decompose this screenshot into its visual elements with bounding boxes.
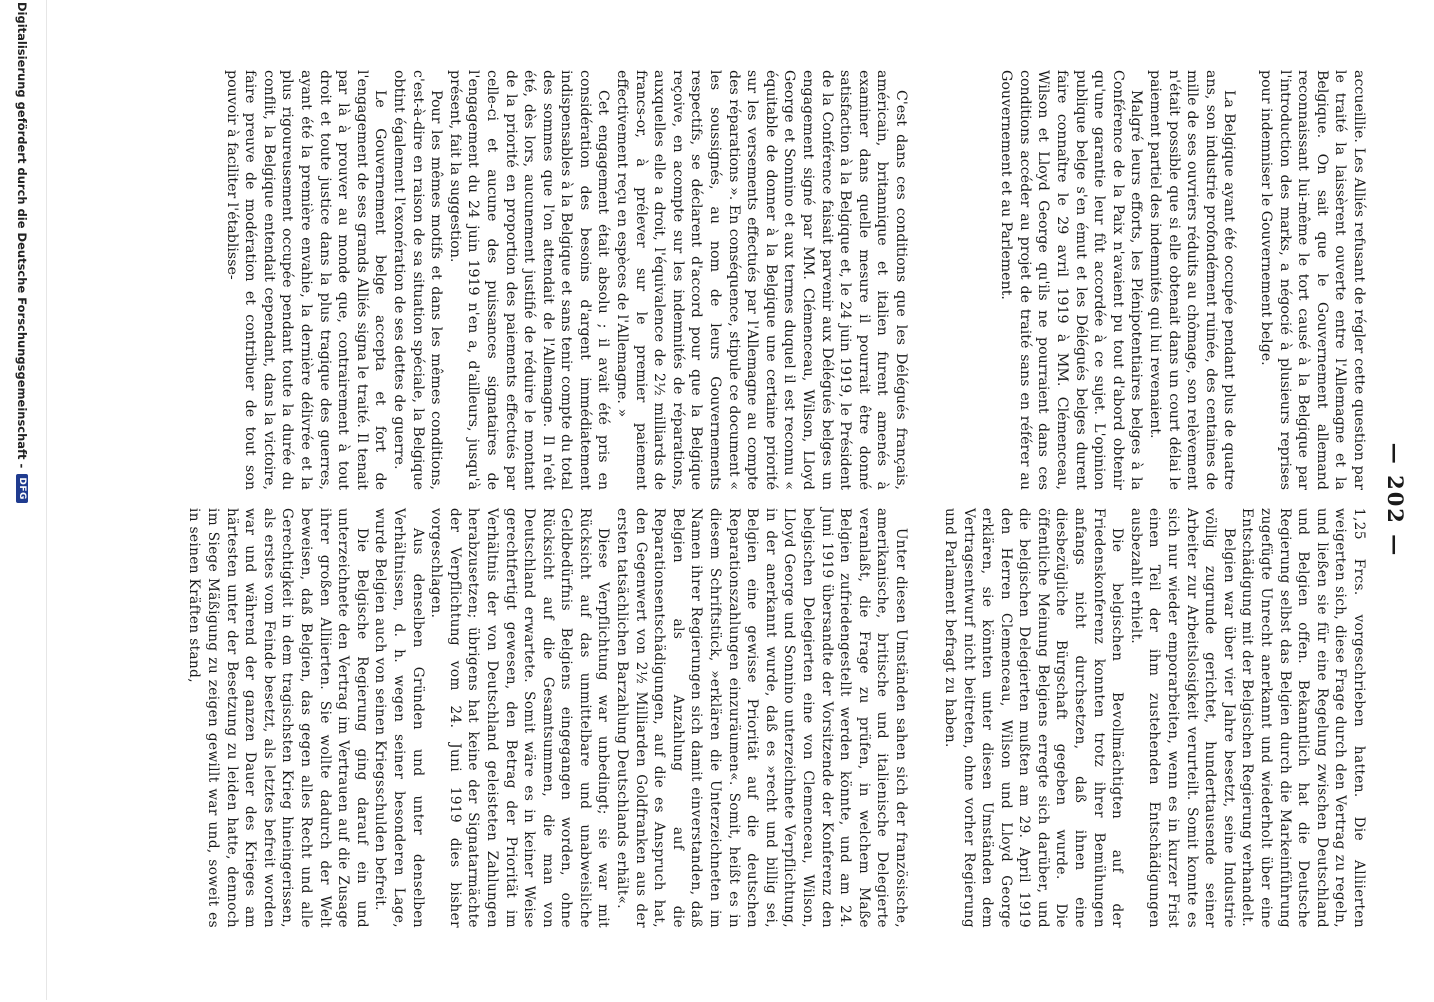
german-column-top xyxy=(928,508,1368,928)
german-paragraph: Belgien war über vier Jahre besetzt, seine Industrie völlig zugrunde gerichtet, hunderttausende seiner Arbeiter zur Arbeitslosigkeit verurteilt. Somit konnte es sich nur wieder emporarbeiten, wenn es in kurzer Frist einen Teil der ihm zustehenden Entschädigungen ausbezahlt erhielt. xyxy=(1127,508,1237,928)
german-paragraph: Unter diesen Umständen sahen sich der französische, amerikanische, britische und italienische Delegierte veranlaßt, die Frage zu prüfen, in welchem Maße Belgien zufriedengestellt werden könnte, und am 24. Juni 1919 übersandte der Vorsitzende der Konferenz den belgischen Delegierten eine von Clemenceau, Wilson, Lloyd George und Sonnino unterzeichnete Verpflichtung, in der anerkannt wurde, daß es »recht und billig sei, Belgien eine gewisse Priorität auf die deutschen Reparationszahlungen einzuräumen«. Somit, heißt es in diesem Schriftstück, »erklären die Unterzeichneten im Namen ihrer Regierungen sich damit einverstanden, daß Belgien als Anzahlung auf die Reparationsentschädigungen, auf die es Anspruch hat, den Gegenwert von 2½ Milliarden Goldfranken aus der ersten tatsächlichen Barzahlung Deutschlands erhält«. xyxy=(614,508,909,928)
french-column-bottom xyxy=(223,70,910,490)
french-column-top xyxy=(928,70,1368,490)
dfg-logo: DFG xyxy=(16,474,28,503)
french-paragraph: Malgré leurs efforts, les Plénipotentiaires belges à la Conférence de la Paix n'avaient pu tout d'abord obtenir qu'une garantie leur fût accordée à ce sujet. L'opinion publique belge s'en émut et les Délégués belges durent faire connaître le 29 avril 1919 à MM. Clémenceau, Wilson et Lloyd George qu'ils ne pourraient dans ces conditions accéder au projet de traité sans en référer au Gouvernement et au Parlement. xyxy=(998,70,1145,490)
german-column-bottom xyxy=(186,508,910,928)
french-paragraph: Pour les mêmes motifs et dans les mêmes conditions, c'est-à-dire en raison de sa situation spéciale, la Belgique obtint également l'exonération de ses dettes de guerre. xyxy=(390,70,445,490)
french-paragraph: Cet engagement était absolu ; il avait été pris en considération des besoins d'argent immédiatement indispensables à la Belgique et sans tenir compte du total des sommes que l'on attendait de l'Allemagne. Il n'eût été, dès lors, aucunement justifié de réduire le montant de la priorité en proportion des paiements effectués par celle-ci et aucune des puissances signataires de l'engagement du 24 juin 1919 n'en a, d'ailleurs, jusqu'à présent, fait la suggestion. xyxy=(446,70,612,490)
german-paragraph: Aus denselben Gründen und unter denselben Verhältnissen, d. h. wegen seiner besonderen Lage, wurde Belgien auch von seinen Kriegsschulden befreit. xyxy=(372,508,426,928)
page-number: — 202 — xyxy=(1383,442,1408,558)
credit-text: Digitalisierung gefördert durch die Deutsche Forschungsgemeinschaft - xyxy=(15,2,29,469)
german-paragraph: Die belgischen Bevollmächtigten auf der Friedenskonferenz konnten trotz ihrer Bemühungen anfangs nicht durchsetzen, daß ihnen eine diesbezügliche Bürgschaft gegeben wurde. Die öffentliche Meinung Belgiens erregte sich darüber, und die belgischen Delegierten mußten am 29. April 1919 den Herren Clemenceau, Wilson und Lloyd George erklären, sie könnten unter diesen Umständen dem Vertragsentwurf nicht beitreten, ohne vorher Regierung und Parlament befragt zu haben. xyxy=(941,508,1126,928)
french-paragraph: accueillie. Les Alliés refusant de régler cette question par le traité la laissèrent ouverte entre l'Allemagne et la Belgique. On sait que le Gouvernement allemand reconnaissant lui-même le tort causé à la Belgique par l'introduction des marks, a négocié à plusieurs reprises pour indemniser le Gouvernement belge. xyxy=(1258,70,1367,490)
french-paragraph: C'est dans ces conditions que les Délégués français, américain, britannique et italien furent amenés à examiner dans quelle mesure il pourrait être donné satisfaction à la Belgique et, le 24 juin 1919, le Président de la Conférence faisait parvenir aux Délégués belges un engagement signé par MM. Clémenceau, Wilson, Lloyd George et Sonnino et aux termes duquel il est reconnu « équitable de donner à la Belgique une certaine priorité sur les versements effectués par l'Allemagne au compte des réparations ». En conséquence, stipule ce document « les soussignés, au nom de leurs Gouvernements respectifs, se déclarent d'accord pour que la Belgique reçoive, en acompte sur les indemnités de réparations, auxquelles elle a droit, l'équivalence de 2½ milliards de francs-or, à prélever sur le premier paiement effectivement reçu en espèces de l'Allemagne. » xyxy=(614,70,909,490)
french-paragraph: Le Gouvernement belge accepta et fort de l'engagement de ses grands Alliés signa le traité. Il tenait par là à prouver au monde que, contrairement à tout droit et toute justice dans la plus tragique des guerres, ayant été la première envahie, la dernière délivrée et la plus rigoureusement occupée pendant toute la durée du conflit, la Belgique entendait cependant, dans la victoire, faire preuve de modération et contribuer de tout son pouvoir à faciliter l'établisse- xyxy=(223,70,389,490)
german-paragraph: 1,25 Frcs. vorgeschrieben hatten. Die Alliierten weigerten sich, diese Frage durch den Vertrag zu regeln, und ließen sie für eine Regelung zwischen Deutschland und Belgien offen. Bekanntlich hat die Deutsche Regierung selbst das Belgien durch die Markeinführung zugefügte Unrecht anerkannt und wiederholt über eine Entschädigung mit der Belgischen Regierung verhandelt. xyxy=(1239,508,1367,928)
german-paragraph: Die Belgische Regierung ging darauf ein und unterzeichnete den Vertrag im Vertrauen auf die Zusage ihrer großen Alliierten. Sie wollte dadurch der Welt beweisen, daß Belgien, das gegen alles Recht und alle Gerechtigkeit in dem tragischsten Krieg hineingerissen, als erstes vom Feinde besetzt, als letztes befreit worden war und während der ganzen Dauer des Krieges am härtesten unter der Besetzung zu leiden hatte, dennoch im Siege Mäßigung zu zeigen gewillt war und, soweit es in seinen Kräften stand, xyxy=(186,508,370,928)
german-paragraph: Diese Verpflichtung war unbedingt; sie war mit Rücksicht auf das unmittelbare und unabweisliche Geldbedürfnis Belgiens eingegangen worden, ohne Rücksicht auf die Gesamtsummen, die man von Deutschland erwartete. Somit wäre es in keiner Weise gerechtfertigt gewesen, den Betrag der Priorität im Verhältnis der von Deutschland geleisteten Zahlungen herabzusetzen; übrigens hat keine der Signatarmächte der Verpflichtung vom 24. Juni 1919 dies bisher vorgeschlagen. xyxy=(428,508,612,928)
page-edge xyxy=(46,0,47,1000)
french-paragraph: La Belgique ayant été occupée pendant plus de quatre ans, son industrie profondément ruinée, des centaines de mille de ses ouvriers réduits au chômage, son relèvement n'était possible que si elle obtenait dans un court délai le paiement partiel des indemnités qui lui revenaient. xyxy=(1147,70,1238,490)
digitization-credit xyxy=(15,0,29,1002)
